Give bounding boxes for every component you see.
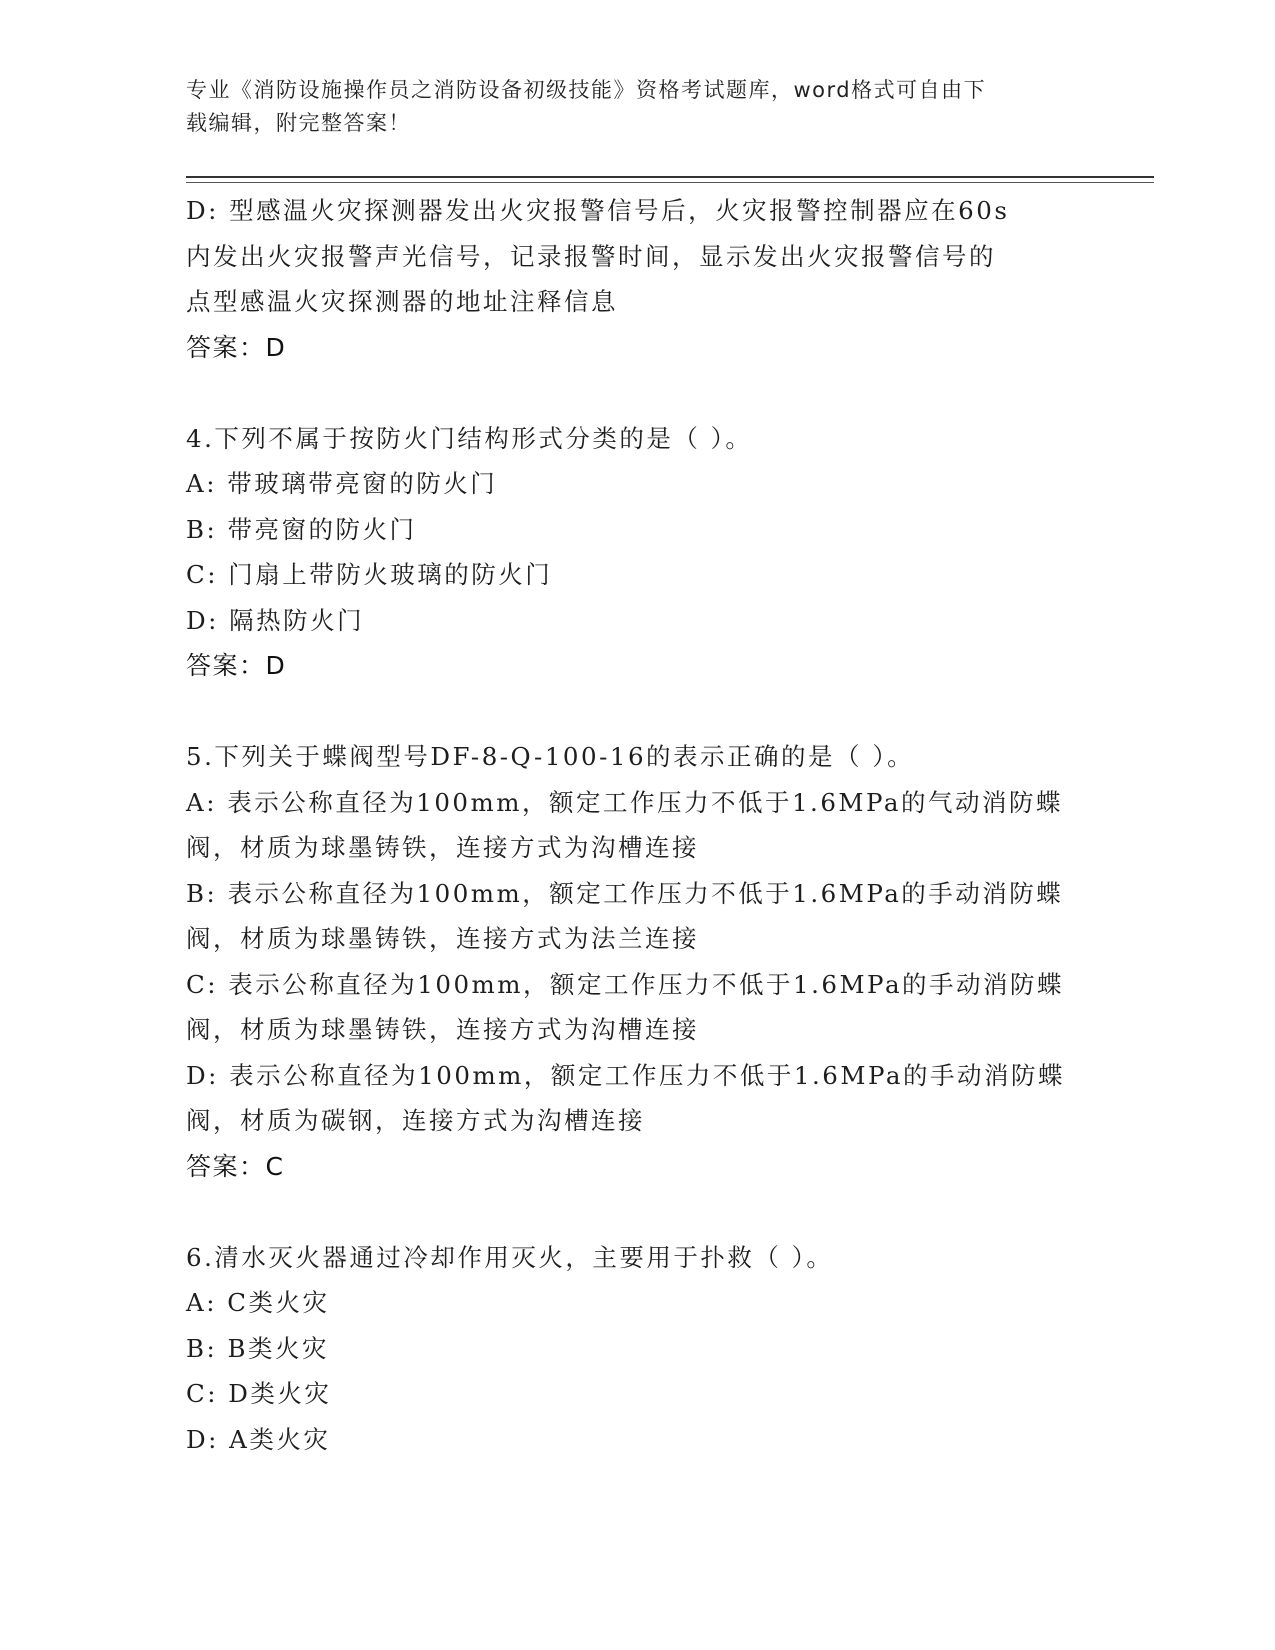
spacer	[186, 370, 1086, 416]
question-6-option-a: A: C类火灾	[186, 1288, 330, 1317]
question-4-option-d: D: 隔热防火门	[186, 605, 365, 635]
question-5-option-b	[186, 871, 1086, 962]
spacer	[186, 689, 1086, 735]
question-6-option-d: D: A类火灾	[186, 1424, 331, 1454]
question-5-option-c	[186, 962, 1086, 1053]
option-line: A: 表示公称直径为100mm，额定工作压力不低于1.6MPa的气动消防蝶	[186, 787, 1063, 817]
question-6-text: 6.清水灭火器通过冷却作用灭火，主要用于扑救（ ）。	[186, 1242, 834, 1272]
spacer	[186, 1189, 1086, 1235]
question-4-text: 4.下列不属于按防火门结构形式分类的是（ ）。	[186, 423, 753, 453]
option-line: D: 表示公称直径为100mm，额定工作压力不低于1.6MPa的手动消防蝶	[186, 1060, 1065, 1090]
document-header	[186, 74, 1086, 140]
option-line: 阀，材质为碳钢，连接方式为沟槽连接	[186, 1106, 645, 1135]
header-line-1: 专业《消防设施操作员之消防设备初级技能》资格考试题库，word格式可自由下	[186, 78, 987, 102]
question-3-option-d	[186, 188, 1086, 325]
question-4-option-c: C: 门扇上带防火玻璃的防火门	[186, 560, 553, 589]
option-line: B: 表示公称直径为100mm，额定工作压力不低于1.6MPa的手动消防蝶	[186, 878, 1064, 908]
question-6-option-b: B: B类火灾	[186, 1333, 330, 1363]
question-5-text: 5.下列关于蝶阀型号DF-8-Q-100-16的表示正确的是（ ）。	[186, 742, 915, 771]
header-line-2: 载编辑，附完整答案！	[186, 111, 411, 135]
question-4-option-a: A: 带玻璃带亮窗的防火门	[186, 469, 498, 498]
question-3-answer: 答案：D	[186, 332, 287, 362]
option-line: 内发出火灾报警声光信号，记录报警时间，显示发出火灾报警信号的	[186, 241, 996, 271]
question-5-answer: 答案：C	[186, 1151, 285, 1181]
header-divider-thick	[186, 176, 1154, 178]
question-content	[186, 188, 1086, 1462]
question-6-option-c: C: D类火灾	[186, 1379, 332, 1408]
question-5-option-d	[186, 1053, 1086, 1144]
question-4-option-b: B: 带亮窗的防火门	[186, 514, 417, 544]
option-line: 阀，材质为球墨铸铁，连接方式为沟槽连接	[186, 833, 699, 862]
question-5-option-a	[186, 780, 1086, 871]
header-divider-thin	[186, 182, 1154, 183]
question-4-answer: 答案：D	[186, 651, 287, 680]
option-line: C: 表示公称直径为100mm，额定工作压力不低于1.6MPa的手动消防蝶	[186, 969, 1065, 999]
option-line: 点型感温火灾探测器的地址注释信息	[186, 287, 618, 316]
option-line: 阀，材质为球墨铸铁，连接方式为法兰连接	[186, 924, 699, 953]
option-line: 阀，材质为球墨铸铁，连接方式为沟槽连接	[186, 1015, 699, 1044]
option-line: D: 型感温火灾探测器发出火灾报警信号后，火灾报警控制器应在60s	[186, 196, 1010, 225]
